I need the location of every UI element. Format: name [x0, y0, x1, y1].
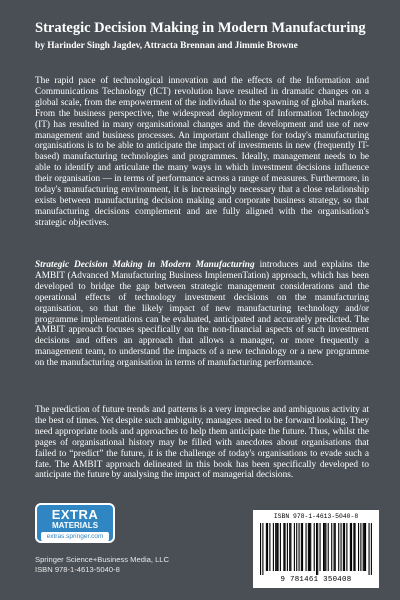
- barcode-bar: [358, 523, 359, 571]
- barcode-bar: [346, 523, 347, 571]
- barcode-bar: [276, 523, 277, 571]
- barcode-bar: [260, 523, 261, 575]
- barcode-bar: [301, 523, 302, 571]
- barcode-bars: [260, 523, 372, 575]
- barcode-bar: [285, 523, 286, 571]
- barcode-bar: [310, 523, 311, 571]
- barcode-bar: [353, 523, 354, 571]
- barcode-bar: [278, 523, 279, 571]
- barcode-bar: [350, 523, 351, 571]
- barcode-bar: [280, 523, 281, 571]
- barcode-bar: [316, 523, 317, 575]
- barcode-bar: [360, 523, 361, 571]
- blurb-title-reference: Strategic Decision Making in Modern Manufacturing: [35, 260, 255, 270]
- barcode-isbn-label: ISBN 978-1-4613-5040-8: [273, 513, 359, 520]
- barcode-bar: [283, 523, 284, 571]
- barcode-bar: [275, 523, 276, 571]
- barcode-bar: [320, 523, 321, 571]
- barcode-bar: [296, 523, 297, 571]
- barcode-bar: [338, 523, 339, 571]
- barcode-bar: [341, 523, 342, 571]
- blurb-paragraph-3: The prediction of future trends and patterns is a very imprecise and ambiguous activity at the best of times. Yet despite such ambiguity, managers need to be forward looking. They need appropriate tools and approaches to help them anticipate the future. Thus, whilst the pages of organisational history may be filled with anecdotes about organisations that failed to “predict” the future, it is the challenge of today's organisations to evade such a fate. The AMBIT approach delineated in this book has been specifically developed to anticipate the future by analysing the impact of managerial decisions.: [35, 405, 369, 481]
- barcode-bar: [343, 523, 344, 571]
- barcode-bar: [289, 523, 290, 571]
- publisher-isbn: ISBN 978-1-4613-5040-8: [35, 565, 120, 574]
- book-title: Strategic Decision Making in Modern Manufacturing: [35, 20, 366, 36]
- barcode-bar: [335, 523, 336, 571]
- blurb-paragraph-1: The rapid pace of technological innovation and the effects of the Information and Communications Technology (ICT) revolution have resulted in dramatic changes on a global scale, from the empowerment of the individual to the spawning of global markets. From the business perspective, the widespread deployment of Information Technology (IT) has resulted in many organisational changes and the development and use of new management and business processes. An important challenge for today's manufacturing organisations is to be able to anticipate the impact of investments in new (frequently IT-based) manufacturing technologies and programmes. Ideally, management needs to be able to identify and articulate the many ways in which investment decisions influence their organisation — in terms of performance across a range of measures. Furthermore, in today's manufacturing environment, it is increasingly necessary that a close relationship exists between manufacturing decision making and corporate business strategy, so that manufacturing decisions complement and are fully aligned with the organisation's strategic objectives.: [35, 76, 369, 228]
- badge-materials-label: MATERIALS: [51, 521, 99, 530]
- barcode-bar: [323, 523, 324, 571]
- barcode-bar: [334, 523, 335, 571]
- barcode-bar: [290, 523, 291, 571]
- barcode-bar: [325, 523, 326, 571]
- isbn-barcode: [253, 510, 379, 588]
- barcode-bar: [363, 523, 364, 571]
- barcode-bar: [269, 523, 270, 571]
- barcode-bar: [365, 523, 366, 571]
- barcode-bar: [324, 523, 325, 571]
- barcode-bar: [344, 523, 345, 571]
- barcode-bar: [309, 523, 310, 571]
- barcode-bar: [331, 523, 332, 571]
- barcode-digits: 9 781461 350408: [280, 576, 352, 584]
- badge-url: extras.springer.com: [41, 532, 109, 541]
- barcode-bar: [364, 523, 365, 571]
- blurb-paragraph-2-text: introduces and explains the AMBIT (Advanced Manufacturing Business ImplemenTation) approach, which has been developed to bridge the gap between strategic management considerations and the operational effects of technology investment decisions on the manufacturing organisation, so that the likely impact of new manufacturing technology and/or programme implementations can be evaluated, anticipated and accurately predicted. The AMBIT approach focuses specifically on the non-financial aspects of such investment decisions and offers an approach that allows a manager, or more frequently a management team, to understand the impacts of a new technology or a new programme on the manufacturing organisation in terms of manufacturing performance.: [35, 260, 370, 369]
- barcode-bar: [306, 523, 307, 571]
- barcode-bar: [314, 523, 315, 571]
- barcode-bar: [369, 523, 370, 575]
- barcode-bar: [317, 523, 318, 575]
- barcode-bar: [351, 523, 352, 571]
- barcode-bar: [262, 523, 263, 575]
- extra-materials-badge: [35, 503, 115, 543]
- barcode-bar: [355, 523, 356, 571]
- barcode-bar: [294, 523, 295, 571]
- barcode-bar: [287, 523, 288, 571]
- publisher-name: Springer Science+Business Media, LLC: [35, 555, 170, 564]
- barcode-bar: [266, 523, 267, 571]
- blurb-paragraph-2: [35, 260, 369, 369]
- barcode-bar: [328, 523, 329, 571]
- book-authors: by Harinder Singh Jagdev, Attracta Brennan and Jimmie Browne: [35, 41, 298, 51]
- barcode-bar: [308, 523, 309, 571]
- barcode-bar: [299, 523, 300, 571]
- publisher-info: [35, 555, 215, 575]
- barcode-bar: [302, 523, 303, 571]
- barcode-bar: [267, 523, 268, 571]
- badge-extra-label: EXTRA: [51, 507, 99, 522]
- barcode-bar: [273, 523, 274, 571]
- barcode-bar: [371, 523, 372, 575]
